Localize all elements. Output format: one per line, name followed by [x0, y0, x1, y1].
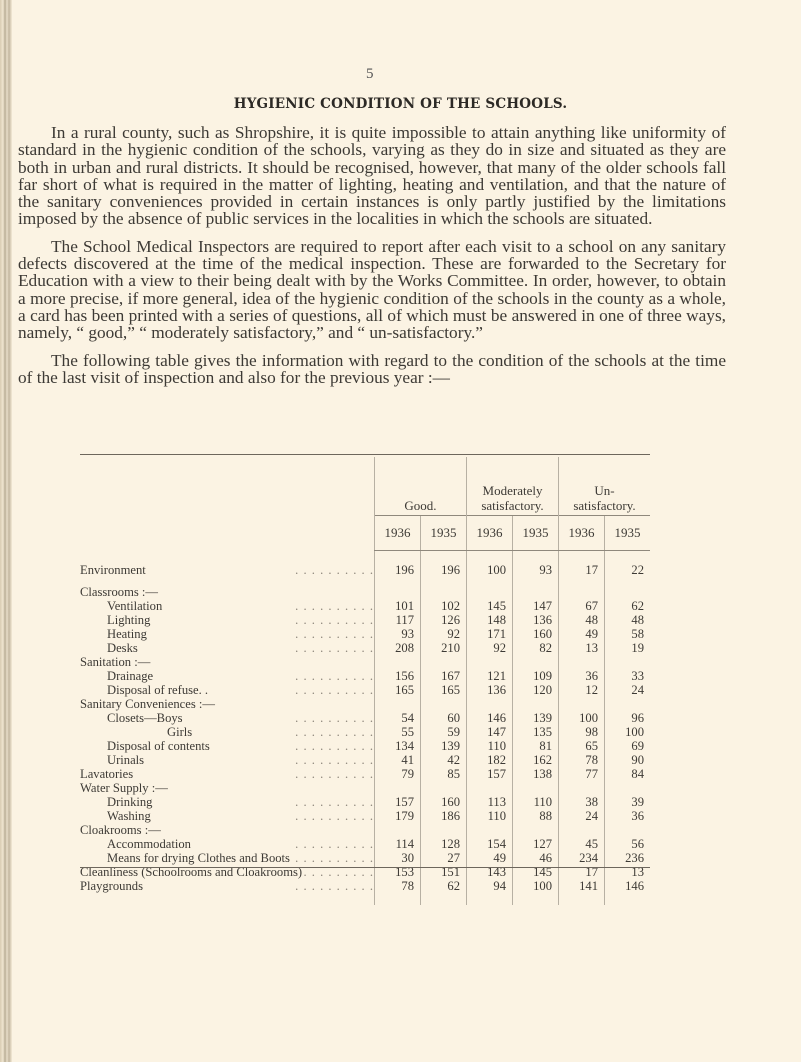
cell-value — [605, 781, 651, 795]
cell-value: 139 — [513, 711, 559, 725]
row-label-text: Urinals — [107, 753, 145, 767]
spacer-cell — [80, 551, 375, 564]
year-header: 1935 — [605, 516, 651, 551]
leader-dots: . . . . . . . . . . — [295, 739, 374, 753]
row-label — [80, 879, 375, 893]
cell-value: 143 — [467, 865, 513, 879]
cell-value: 33 — [605, 669, 651, 683]
cell-value: 167 — [421, 669, 467, 683]
spacer-cell — [513, 551, 559, 564]
row-label-text: Sanitation :— — [80, 655, 151, 669]
cell-value — [375, 823, 421, 837]
year-header: 1936 — [467, 516, 513, 551]
cell-value: 146 — [605, 879, 651, 893]
cell-value: 165 — [375, 683, 421, 697]
cell-value: 165 — [421, 683, 467, 697]
table-row — [80, 725, 650, 739]
group-header-unsatisfactory: Un- satisfactory. — [559, 457, 651, 516]
cell-value — [467, 697, 513, 711]
cell-value: 98 — [559, 725, 605, 739]
cell-value: 114 — [375, 837, 421, 851]
cell-value — [421, 697, 467, 711]
gap-cell — [605, 577, 651, 585]
row-label — [80, 697, 375, 711]
leader-dots: . . . . . . . . . . — [295, 613, 374, 627]
table-row — [80, 795, 650, 809]
spacer-cell — [375, 551, 421, 564]
cell-value: 100 — [467, 563, 513, 577]
cell-value: 134 — [375, 739, 421, 753]
cell-value: 67 — [559, 599, 605, 613]
cell-value: 182 — [467, 753, 513, 767]
cell-value: 113 — [467, 795, 513, 809]
cell-value: 88 — [513, 809, 559, 823]
table-row — [80, 683, 650, 697]
cell-value: 157 — [467, 767, 513, 781]
leader-dots: . . . . . . . . . . — [295, 767, 374, 781]
cell-value: 126 — [421, 613, 467, 627]
cell-value: 49 — [467, 851, 513, 865]
end-cell — [605, 893, 651, 905]
cell-value: 79 — [375, 767, 421, 781]
table-section-header-row — [80, 585, 650, 599]
cell-value — [467, 823, 513, 837]
table-end-row — [80, 893, 650, 905]
leader-dots: . . . . . . . . . . — [295, 879, 374, 893]
cell-value — [605, 823, 651, 837]
cell-value: 234 — [559, 851, 605, 865]
row-label-text: Lighting — [107, 613, 151, 627]
cell-value: 136 — [467, 683, 513, 697]
cell-value: 171 — [467, 627, 513, 641]
leader-dots: . . . . . . . . . . — [295, 795, 374, 809]
row-label-text: Means for drying Clothes and Boots — [107, 851, 290, 865]
cell-value: 196 — [421, 563, 467, 577]
cell-value — [559, 697, 605, 711]
cell-value: 22 — [605, 563, 651, 577]
cell-value: 13 — [605, 865, 651, 879]
cell-value: 147 — [467, 725, 513, 739]
table-row — [80, 613, 650, 627]
cell-value — [375, 655, 421, 669]
cell-value: 58 — [605, 627, 651, 641]
year-header: 1935 — [513, 516, 559, 551]
cell-value: 210 — [421, 641, 467, 655]
cell-value: 101 — [375, 599, 421, 613]
row-label-text: Drinking — [107, 795, 153, 809]
table-spacer-row — [80, 551, 650, 564]
cell-value — [605, 585, 651, 599]
table-section-header-row — [80, 697, 650, 711]
cell-value: 94 — [467, 879, 513, 893]
cell-value: 121 — [467, 669, 513, 683]
cell-value: 65 — [559, 739, 605, 753]
cell-value: 100 — [513, 879, 559, 893]
cell-value: 39 — [605, 795, 651, 809]
table-row — [80, 767, 650, 781]
cell-value: 84 — [605, 767, 651, 781]
leader-dots: . . . . . . . . . . — [295, 563, 374, 577]
row-label-text: Lavatories — [80, 767, 134, 781]
row-label-text: Washing — [107, 809, 151, 823]
gap-cell — [467, 577, 513, 585]
cell-value — [421, 781, 467, 795]
cell-value: 186 — [421, 809, 467, 823]
cell-value: 102 — [421, 599, 467, 613]
cell-value — [467, 781, 513, 795]
cell-value: 160 — [421, 795, 467, 809]
cell-value: 78 — [375, 879, 421, 893]
year-header: 1936 — [559, 516, 605, 551]
table-row — [80, 711, 650, 725]
cell-value — [467, 585, 513, 599]
cell-value: 162 — [513, 753, 559, 767]
cell-value — [559, 823, 605, 837]
cell-value — [375, 585, 421, 599]
group-header-row — [80, 457, 650, 516]
cell-value: 96 — [605, 711, 651, 725]
cell-value: 62 — [605, 599, 651, 613]
cell-value: 151 — [421, 865, 467, 879]
row-label-text: Classrooms :— — [80, 585, 159, 599]
section-title: HYGIENIC CONDITION OF THE SCHOOLS. — [233, 96, 568, 112]
cell-value: 45 — [559, 837, 605, 851]
cell-value: 24 — [605, 683, 651, 697]
paragraph-1: In a rural county, such as Shropshire, it is quite impossible to attain anything like uniformity of standard in the hygienic condition of the schools, varying as they do in size and situated as they are both in urban and rural districts. It should be recognised, however, that many of the older schools fall far short of what is required in the matter of lighting, heating and ventilation, and that the nature of the sanitary conveniences provided in certain instances is only partly justified by the limitations imposed by the absence of public services in the localities in which the schools are situated. — [18, 123, 726, 229]
group-header-moderately-satisfactory: Moderately satisfactory. — [467, 457, 559, 516]
gap-cell — [421, 577, 467, 585]
table-row — [80, 641, 650, 655]
row-label-text: Girls — [167, 725, 193, 739]
cell-value — [513, 781, 559, 795]
row-label-text: Ventilation — [107, 599, 163, 613]
cell-value: 77 — [559, 767, 605, 781]
cell-value: 90 — [605, 753, 651, 767]
cell-value: 55 — [375, 725, 421, 739]
cell-value: 13 — [559, 641, 605, 655]
row-label — [80, 711, 375, 725]
hygiene-condition-table — [80, 457, 650, 905]
cell-value: 148 — [467, 613, 513, 627]
table-bottom-rule — [80, 867, 650, 868]
cell-value — [421, 655, 467, 669]
leader-dots: . . . . . . . . . . — [295, 683, 374, 697]
end-cell — [421, 893, 467, 905]
cell-value: 92 — [467, 641, 513, 655]
leader-dots: . . . . . . . . . . — [295, 851, 374, 865]
cell-value: 179 — [375, 809, 421, 823]
cell-value: 146 — [467, 711, 513, 725]
cell-value: 154 — [467, 837, 513, 851]
cell-value: 60 — [421, 711, 467, 725]
cell-value: 48 — [605, 613, 651, 627]
gap-cell — [80, 577, 375, 585]
paragraph-2: The School Medical Inspectors are required to report after each visit to a school on any sanitary defects discovered at the time of the medical inspection. These are forwarded to the Secretary for Education with a view to their being dealt with by the Works Committee. In order, however, to obtain a more precise, if more general, idea of the hygienic condition of the schools in the county as a whole, a card has been printed with a series of questions, all of which must be answered in one of three ways, namely, “ good,” “ moderately satisfactory,” and “ un-satisfactory.” — [18, 236, 726, 343]
row-label — [80, 669, 375, 683]
row-label — [80, 599, 375, 613]
row-label-text: Cloakrooms :— — [80, 823, 161, 837]
group-header-good: Good. — [375, 457, 467, 516]
table-row — [80, 753, 650, 767]
cell-value: 59 — [421, 725, 467, 739]
cell-value: 110 — [467, 809, 513, 823]
cell-value: 160 — [513, 627, 559, 641]
table-section-header-row — [80, 823, 650, 837]
table-section-header-row — [80, 655, 650, 669]
cell-value: 92 — [421, 627, 467, 641]
row-label — [80, 851, 375, 865]
row-label — [80, 641, 375, 655]
cell-value: 30 — [375, 851, 421, 865]
cell-value: 46 — [513, 851, 559, 865]
cell-value: 236 — [605, 851, 651, 865]
row-label-text: Disposal of refuse. . — [107, 683, 209, 697]
row-label — [80, 767, 375, 781]
page-number: 5 — [366, 66, 374, 82]
cell-value — [559, 781, 605, 795]
end-cell — [375, 893, 421, 905]
row-label — [80, 809, 375, 823]
cell-value: 12 — [559, 683, 605, 697]
cell-value: 36 — [559, 669, 605, 683]
cell-value: 17 — [559, 865, 605, 879]
gap-cell — [513, 577, 559, 585]
leader-dots: . . . . . . . . . . — [295, 809, 374, 823]
row-label — [80, 739, 375, 753]
cell-value: 81 — [513, 739, 559, 753]
cell-value: 117 — [375, 613, 421, 627]
table-top-rule — [80, 454, 650, 455]
cell-value — [513, 655, 559, 669]
row-label-text: Disposal of contents — [107, 739, 210, 753]
row-label-text: Cleanliness (Schoolrooms and Cloakrooms) — [80, 865, 303, 879]
row-label-text: Desks — [107, 641, 138, 655]
cell-value: 127 — [513, 837, 559, 851]
end-cell — [559, 893, 605, 905]
cell-value: 135 — [513, 725, 559, 739]
row-label — [80, 837, 375, 851]
row-label-text: Water Supply :— — [80, 781, 168, 795]
cell-value: 27 — [421, 851, 467, 865]
cell-value: 145 — [467, 599, 513, 613]
leader-dots: . . . . . . . . . . — [295, 599, 374, 613]
cell-value — [605, 697, 651, 711]
cell-value: 69 — [605, 739, 651, 753]
table-row — [80, 837, 650, 851]
row-label — [80, 655, 375, 669]
cell-value — [467, 655, 513, 669]
spacer-cell — [467, 551, 513, 564]
label-header-blank — [80, 457, 375, 516]
cell-value: 157 — [375, 795, 421, 809]
cell-value: 36 — [605, 809, 651, 823]
row-label-text: Sanitary Conveniences :— — [80, 697, 216, 711]
cell-value: 147 — [513, 599, 559, 613]
cell-value — [513, 823, 559, 837]
cell-value: 136 — [513, 613, 559, 627]
table-row — [80, 879, 650, 893]
cell-value: 24 — [559, 809, 605, 823]
cell-value: 109 — [513, 669, 559, 683]
row-label-text: Accommodation — [107, 837, 191, 851]
cell-value: 120 — [513, 683, 559, 697]
leader-dots: . . . . . . . . . . — [295, 865, 374, 879]
cell-value: 139 — [421, 739, 467, 753]
end-cell — [467, 893, 513, 905]
cell-value: 42 — [421, 753, 467, 767]
table-gap-row — [80, 577, 650, 585]
cell-value: 100 — [605, 725, 651, 739]
table-row — [80, 599, 650, 613]
cell-value: 100 — [559, 711, 605, 725]
leader-dots: . . . . . . . . . . — [295, 669, 374, 683]
table-row — [80, 739, 650, 753]
cell-value: 82 — [513, 641, 559, 655]
cell-value: 49 — [559, 627, 605, 641]
cell-value: 93 — [375, 627, 421, 641]
row-label — [80, 753, 375, 767]
cell-value: 110 — [467, 739, 513, 753]
cell-value — [375, 781, 421, 795]
spacer-cell — [605, 551, 651, 564]
table-row — [80, 627, 650, 641]
cell-value — [421, 585, 467, 599]
row-label — [80, 585, 375, 599]
spacer-cell — [559, 551, 605, 564]
cell-value: 145 — [513, 865, 559, 879]
gap-cell — [559, 577, 605, 585]
row-label-text: Playgrounds — [80, 879, 143, 893]
row-label-text: Closets—Boys — [107, 711, 183, 725]
row-label — [80, 683, 375, 697]
body-text — [18, 124, 726, 396]
cell-value — [605, 655, 651, 669]
row-label — [80, 613, 375, 627]
table-row — [80, 563, 650, 577]
cell-value: 156 — [375, 669, 421, 683]
row-label — [80, 725, 375, 739]
leader-dots: . . . . . . . . . . — [295, 725, 374, 739]
gap-cell — [375, 577, 421, 585]
cell-value: 128 — [421, 837, 467, 851]
book-binding-edge — [0, 0, 12, 1062]
cell-value: 93 — [513, 563, 559, 577]
cell-value: 141 — [559, 879, 605, 893]
cell-value — [421, 823, 467, 837]
row-label-text: Environment — [80, 563, 146, 577]
end-cell — [513, 893, 559, 905]
cell-value — [559, 585, 605, 599]
row-label-text: Drainage — [107, 669, 154, 683]
cell-value: 208 — [375, 641, 421, 655]
cell-value: 153 — [375, 865, 421, 879]
row-label — [80, 795, 375, 809]
cell-value: 110 — [513, 795, 559, 809]
year-header: 1935 — [421, 516, 467, 551]
cell-value: 17 — [559, 563, 605, 577]
cell-value — [375, 697, 421, 711]
row-label-text: Heating — [107, 627, 147, 641]
cell-value: 138 — [513, 767, 559, 781]
year-header-row — [80, 516, 650, 551]
row-label — [80, 823, 375, 837]
cell-value: 62 — [421, 879, 467, 893]
cell-value: 78 — [559, 753, 605, 767]
table-row — [80, 669, 650, 683]
leader-dots: . . . . . . . . . . — [295, 627, 374, 641]
cell-value: 85 — [421, 767, 467, 781]
row-label — [80, 627, 375, 641]
table-row — [80, 851, 650, 865]
year-header: 1936 — [375, 516, 421, 551]
end-cell — [80, 893, 375, 905]
spacer-cell — [421, 551, 467, 564]
table-section-header-row — [80, 781, 650, 795]
cell-value: 38 — [559, 795, 605, 809]
cell-value: 48 — [559, 613, 605, 627]
cell-value: 19 — [605, 641, 651, 655]
leader-dots: . . . . . . . . . . — [295, 753, 374, 767]
cell-value: 54 — [375, 711, 421, 725]
cell-value — [559, 655, 605, 669]
cell-value: 196 — [375, 563, 421, 577]
leader-dots: . . . . . . . . . . — [295, 837, 374, 851]
cell-value: 56 — [605, 837, 651, 851]
label-header-blank-2 — [80, 516, 375, 551]
cell-value — [513, 697, 559, 711]
row-label — [80, 781, 375, 795]
paragraph-3: The following table gives the information with regard to the condition of the schools at the time of the last visit of inspection and also for the previous year :— — [18, 350, 726, 387]
leader-dots: . . . . . . . . . . — [295, 641, 374, 655]
table-row — [80, 809, 650, 823]
leader-dots: . . . . . . . . . . — [295, 711, 374, 725]
cell-value — [513, 585, 559, 599]
cell-value: 41 — [375, 753, 421, 767]
row-label — [80, 563, 375, 577]
